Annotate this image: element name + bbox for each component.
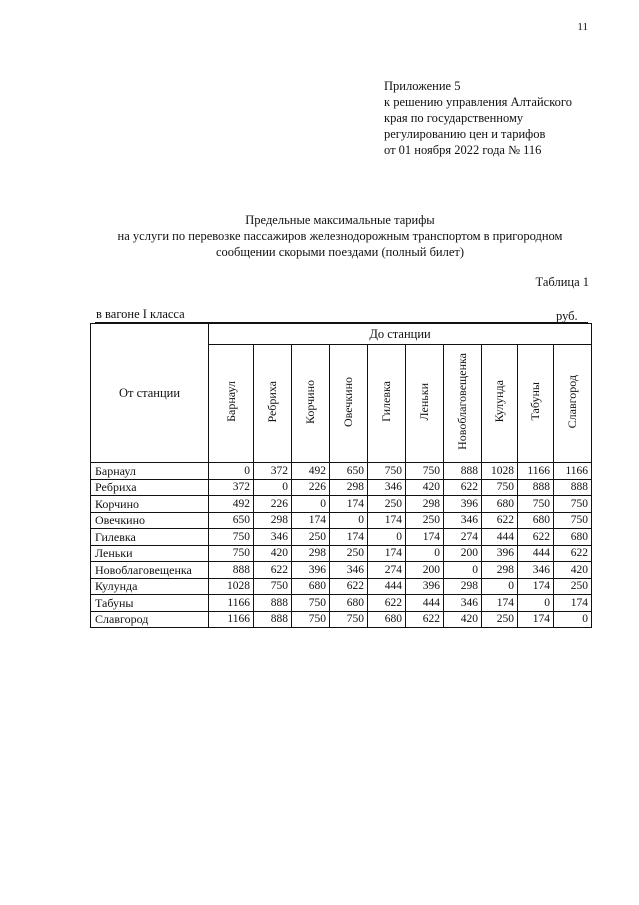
row-station-name: Новоблаговещенка xyxy=(91,562,209,579)
row-station-name: Овечкино xyxy=(91,512,209,529)
table-body xyxy=(91,463,592,628)
tariff-cell: 750 xyxy=(482,479,518,496)
tariff-cell: 298 xyxy=(406,496,444,513)
tariff-cell: 200 xyxy=(406,562,444,579)
tariff-cell: 420 xyxy=(554,562,592,579)
page-number: 11 xyxy=(577,21,588,33)
tariff-cell: 750 xyxy=(330,611,368,628)
row-station-name: Гилевка xyxy=(91,529,209,546)
tariff-cell: 174 xyxy=(482,595,518,612)
tariff-cell: 250 xyxy=(368,496,406,513)
station-column-header xyxy=(330,345,368,463)
station-column-label: Кулунда xyxy=(492,380,506,423)
tariff-cell: 888 xyxy=(254,611,292,628)
tariff-cell: 750 xyxy=(554,512,592,529)
tariff-cell: 622 xyxy=(444,479,482,496)
tariff-cell: 420 xyxy=(254,545,292,562)
tariff-cell: 396 xyxy=(406,578,444,595)
tariff-cell: 492 xyxy=(292,463,330,480)
station-column-label: Табуны xyxy=(528,382,542,421)
tariff-cell: 346 xyxy=(444,595,482,612)
tariff-cell: 174 xyxy=(554,595,592,612)
station-column-label: Ребриха xyxy=(265,380,279,423)
tariff-cell: 0 xyxy=(482,578,518,595)
tariff-cell: 0 xyxy=(368,529,406,546)
tariff-cell: 888 xyxy=(518,479,554,496)
from-station-header: От станции xyxy=(91,324,209,463)
carriage-class-label: в вагоне I класса xyxy=(96,307,185,321)
tariff-cell: 444 xyxy=(368,578,406,595)
tariff-cell: 298 xyxy=(482,562,518,579)
table-row xyxy=(91,595,592,612)
station-column-label: Корчино xyxy=(303,379,317,424)
tariff-cell: 372 xyxy=(209,479,254,496)
tariff-cell: 622 xyxy=(482,512,518,529)
tariff-cell: 888 xyxy=(444,463,482,480)
tariff-cell: 622 xyxy=(406,611,444,628)
to-station-header: До станции xyxy=(209,324,592,345)
tariff-cell: 750 xyxy=(292,611,330,628)
tariff-cell: 0 xyxy=(292,496,330,513)
row-station-name: Кулунда xyxy=(91,578,209,595)
tariff-cell: 346 xyxy=(330,562,368,579)
tariff-cell: 680 xyxy=(518,512,554,529)
tariff-cell: 888 xyxy=(254,595,292,612)
row-station-name: Табуны xyxy=(91,595,209,612)
station-column-header xyxy=(444,345,482,463)
tariff-cell: 420 xyxy=(444,611,482,628)
station-column-label: Леньки xyxy=(417,382,431,421)
tariff-cell: 250 xyxy=(482,611,518,628)
tariff-cell: 274 xyxy=(444,529,482,546)
row-station-name: Леньки xyxy=(91,545,209,562)
station-column-label: Новоблаговещенка xyxy=(455,353,469,450)
tariff-table xyxy=(90,323,592,628)
row-station-name: Барнаул xyxy=(91,463,209,480)
tariff-cell: 372 xyxy=(254,463,292,480)
row-station-name: Корчино xyxy=(91,496,209,513)
row-station-name: Ребриха xyxy=(91,479,209,496)
tariff-cell: 174 xyxy=(330,529,368,546)
appendix-line: к решению управления Алтайского xyxy=(384,95,572,109)
tariff-cell: 1166 xyxy=(518,463,554,480)
table-row xyxy=(91,496,592,513)
title-line: на услуги по перевозке пассажиров железнодорожным транспортом в пригородном xyxy=(117,229,563,243)
station-column-label: Славгород xyxy=(565,374,580,429)
station-column-header xyxy=(368,345,406,463)
tariff-cell: 174 xyxy=(368,545,406,562)
title-line: Предельные максимальные тарифы xyxy=(245,213,435,227)
station-column-header xyxy=(209,345,254,463)
station-column-header xyxy=(518,345,554,463)
tariff-cell: 0 xyxy=(444,562,482,579)
tariff-cell: 298 xyxy=(330,479,368,496)
tariff-cell: 1166 xyxy=(209,611,254,628)
appendix-line: от 01 ноября 2022 года № 116 xyxy=(384,143,542,157)
tariff-cell: 650 xyxy=(330,463,368,480)
station-column-header xyxy=(292,345,330,463)
tariff-cell: 750 xyxy=(209,529,254,546)
tariff-cell: 492 xyxy=(209,496,254,513)
table-row xyxy=(91,529,592,546)
tariff-cell: 622 xyxy=(518,529,554,546)
tariff-cell: 226 xyxy=(254,496,292,513)
tariff-cell: 346 xyxy=(444,512,482,529)
station-column-header xyxy=(254,345,292,463)
tariff-cell: 0 xyxy=(330,512,368,529)
tariff-cell: 622 xyxy=(330,578,368,595)
tariff-cell: 298 xyxy=(292,545,330,562)
tariff-cell: 680 xyxy=(482,496,518,513)
tariff-cell: 750 xyxy=(518,496,554,513)
tariff-cell: 346 xyxy=(368,479,406,496)
tariff-cell: 1166 xyxy=(209,595,254,612)
station-column-header xyxy=(482,345,518,463)
tariff-cell: 750 xyxy=(406,463,444,480)
tariff-cell: 298 xyxy=(254,512,292,529)
tariff-cell: 888 xyxy=(209,562,254,579)
appendix-line: края по государственному xyxy=(384,111,524,125)
table-row xyxy=(91,463,592,480)
table-row xyxy=(91,611,592,628)
tariff-cell: 680 xyxy=(368,611,406,628)
tariff-cell: 680 xyxy=(292,578,330,595)
row-station-name: Славгород xyxy=(91,611,209,628)
tariff-cell: 250 xyxy=(554,578,592,595)
tariff-cell: 226 xyxy=(292,479,330,496)
station-column-header xyxy=(554,345,592,463)
table-row xyxy=(91,578,592,595)
tariff-cell: 298 xyxy=(444,578,482,595)
tariff-cell: 0 xyxy=(209,463,254,480)
station-column-label: Барнаул xyxy=(223,381,238,422)
tariff-cell: 650 xyxy=(209,512,254,529)
document-title xyxy=(90,212,590,260)
table-row xyxy=(91,512,592,529)
tariff-cell: 250 xyxy=(406,512,444,529)
currency-label: руб. xyxy=(556,309,578,323)
title-line: сообщении скорыми поездами (полный билет) xyxy=(215,245,465,259)
tariff-cell: 346 xyxy=(518,562,554,579)
tariff-cell: 396 xyxy=(482,545,518,562)
tariff-cell: 1028 xyxy=(209,578,254,595)
tariff-cell: 750 xyxy=(368,463,406,480)
tariff-cell: 0 xyxy=(518,595,554,612)
table-label: Таблица 1 xyxy=(535,275,589,289)
tariff-cell: 250 xyxy=(330,545,368,562)
tariff-cell: 750 xyxy=(554,496,592,513)
table-row xyxy=(91,479,592,496)
tariff-cell: 174 xyxy=(292,512,330,529)
tariff-cell: 444 xyxy=(518,545,554,562)
tariff-cell: 0 xyxy=(254,479,292,496)
appendix-line: Приложение 5 xyxy=(384,79,461,93)
appendix-line: регулированию цен и тарифов xyxy=(384,127,546,141)
tariff-cell: 622 xyxy=(554,545,592,562)
tariff-cell: 680 xyxy=(554,529,592,546)
tariff-cell: 274 xyxy=(368,562,406,579)
appendix-block xyxy=(384,78,624,158)
tariff-cell: 1028 xyxy=(482,463,518,480)
tariff-cell: 0 xyxy=(554,611,592,628)
tariff-cell: 250 xyxy=(292,529,330,546)
tariff-cell: 174 xyxy=(406,529,444,546)
tariff-cell: 396 xyxy=(444,496,482,513)
tariff-cell: 0 xyxy=(406,545,444,562)
tariff-cell: 346 xyxy=(254,529,292,546)
tariff-cell: 622 xyxy=(254,562,292,579)
tariff-cell: 750 xyxy=(209,545,254,562)
tariff-cell: 174 xyxy=(518,578,554,595)
table-row xyxy=(91,562,592,579)
tariff-cell: 420 xyxy=(406,479,444,496)
tariff-cell: 174 xyxy=(330,496,368,513)
tariff-cell: 888 xyxy=(554,479,592,496)
tariff-cell: 174 xyxy=(518,611,554,628)
tariff-cell: 680 xyxy=(330,595,368,612)
tariff-cell: 622 xyxy=(368,595,406,612)
tariff-cell: 444 xyxy=(406,595,444,612)
station-column-header xyxy=(406,345,444,463)
station-column-label: Гилевка xyxy=(379,381,393,422)
station-column-label: Овечкино xyxy=(341,376,355,427)
tariff-cell: 396 xyxy=(292,562,330,579)
tariff-cell: 750 xyxy=(292,595,330,612)
tariff-cell: 174 xyxy=(368,512,406,529)
tariff-cell: 1166 xyxy=(554,463,592,480)
table-row xyxy=(91,545,592,562)
tariff-cell: 750 xyxy=(254,578,292,595)
tariff-cell: 444 xyxy=(482,529,518,546)
tariff-cell: 200 xyxy=(444,545,482,562)
